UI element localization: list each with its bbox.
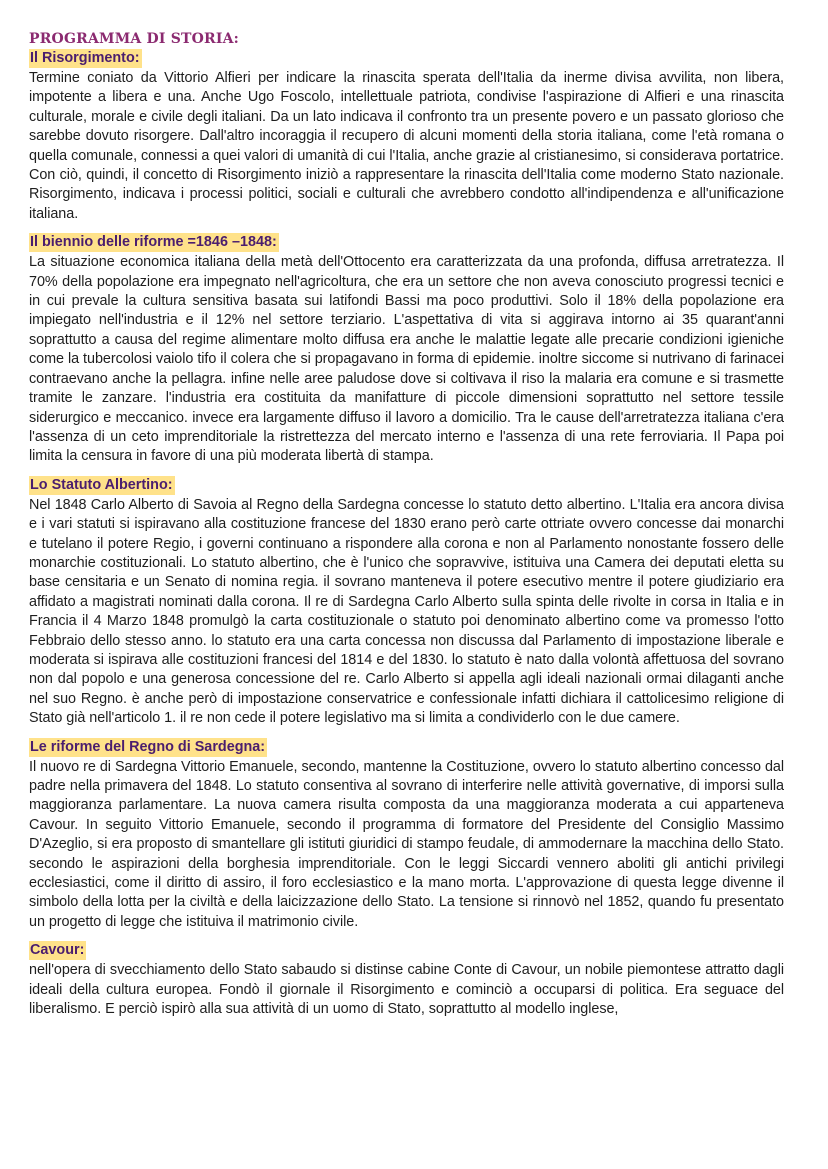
section-statuto-albertino	[29, 476, 784, 729]
section-heading: Il Risorgimento:	[30, 50, 140, 66]
section-body: La situazione economica italiana della metà dell'Ottocento era caratterizzata da una profonda, diffusa arretratezza. Il 70% della popolazione era impegnato nell'agricoltura, che era un settore che non aveva conosciuto progressi tecnici e in cui prevale la cultura sensitiva basata sui latifondi Bassi ma poco produttivi. Solo il 18% della popolazione era impiegato nell'industria e il 12% nel settore terziario. L'aspettativa di vita si aggirava intorno ai 35 quarant'anni soprattutto a causa del regime alimentare molto diffusa era anche le malattie legate alle precarie condizioni igieniche come la tubercolosi vaiolo tifo il colera che si propagavano in forma di epidemie. inoltre siccome si nutrivano di farinacei contraevano anche la pellagra. infine nelle aree paludose dove si coltivava il riso la malaria era comune e si trasmette tramite le zanzare. l'industria era costituita da manifatture di piccole dimensioni soprattutto nel settore tessile siderurgico e meccanico. invece era largamente diffuso il lavoro a domicilio. Tra le cause dell'arretratezza italiana c'era l'assenza di un ceto imprenditoriale la ristrettezza del mercato interno e l'assenza di una rete ferroviaria. Il Papa poi limita la censura in favore di una più moderata libertà di stampa.	[29, 254, 784, 465]
section-body: nell'opera di svecchiamento dello Stato sabaudo si distinse cabine Conte di Cavour, un nobile piemontese attratto dagli ideali della cultura europea. Fondò il giornale il Risorgimento e cominciò a occuparsi di politica. Era seguace del liberalismo. E perciò ispirò alla sua attività di un uomo di Stato, soprattutto al modello inglese,	[29, 962, 784, 1018]
section-biennio-riforme	[29, 233, 784, 466]
section-body: Termine coniato da Vittorio Alfieri per indicare la rinascita sperata dell'Italia da inerme divisa avvilita, non libera, impotente a libera e una. Anche Ugo Foscolo, intellettuale patriota, condivise l'aspirazione di Alfieri e una rinascita culturale, morale e civile degli italiani. Da un lato indicava il confronto tra un presente povero e un passato glorioso che sarebbe dovuto risorgere. Dall'altro incoraggia il recupero di alcuni momenti della storia italiana, come l'età romana o quella comunale, connessi a quei valori di umanità di cui l'Italia, anche grazie al cristianesimo, si considerava portatrice. Con ciò, quindi, il concetto di Risorgimento iniziò a rappresentare la rinascita dell'Italia come moderno Stato nazionale. Risorgimento, indicava i processi politici, sociali e culturali che avrebbero condotto all'indipendenza e all'unificazione italiana.	[29, 70, 784, 222]
section-heading: Lo Statuto Albertino:	[30, 476, 173, 493]
section-heading: Il biennio delle riforme =1846 –1848:	[30, 234, 277, 251]
section-risorgimento	[29, 49, 784, 224]
section-body: Il nuovo re di Sardegna Vittorio Emanuele, secondo, mantenne la Costituzione, ovvero lo statuto albertino concesso dal padre nella primavera del 1848. Lo statuto consentiva al sovrano di interferire nelle attività governative, di imporsi sulla maggioranza parlamentare. La nuova camera risulta composta da una maggioranza moderata a cui apparteneva Cavour. In seguito Vittorio Emanuele, secondo il programma di formatore del Presidente del Consiglio Massimo D'Azeglio, si era proposto di smantellare gli istituti giuridici di stampo feudale, di ammodernare la macchina dello Stato. secondo le aspirazioni della borghesia imprenditoriale. Con le leggi Siccardi vennero aboliti gli antichi privilegi ecclesiastici, come il diritto di assiro, il foro ecclesiastico e la mano morta. L'approvazione di questa legge divenne il simbolo della lotta per la civiltà e della laicizzazione dello Stato. La tensione si rinnovò nel 1852, quando fu presentato un progetto di legge che istituiva il matrimonio civile.	[29, 758, 784, 930]
section-riforme-sardegna	[29, 738, 784, 933]
section-cavour	[29, 941, 784, 1019]
document-title: PROGRAMMA DI STORIA:	[29, 31, 240, 47]
section-heading: Le riforme del Regno di Sardegna:	[30, 738, 266, 755]
section-body: Nel 1848 Carlo Alberto di Savoia al Regno della Sardegna concesse lo statuto detto albertino. L'Italia era ancora divisa e i vari statuti si ispiravano alla costituzione francese del 1830 erano però carte ottriate ovvero concesse dai monarchi e tutelano il potere Regio, i governi continuano a rispondere alla corona e non al Parlamento nonostante fossero delle monarchie costituzionali. Lo statuto albertino, che è l'unico che sopravvive, istituiva una Camera dei deputati eletta su base censitaria e un Senato di nomina regia. il sovrano manteneva il potere esecutivo mentre il potere giudiziario era affidato a magistrati nominati dalla corona. Il re di Sardegna Carlo Alberto sulla spinta delle rivolte in corsa in Italia e in Francia il 4 Marzo 1848 promulgò la carta costituzionale o statuto poi denominato albertino come va promesso l'otto Febbraio dello stesso anno. lo statuto era una carta concessa non discussa dal Parlamento di impostazione liberale e moderata si ispirava alle costituzioni francesi del 1814 e del 1830. lo statuto è nato dalla volontà affettuosa del sovrano non dal popolo e una generosa concessione del re. Carlo Alberto si appella agli ideali nazionali ormai dilaganti anche nel suo Regno. è anche però di impostazione conservatrice e confessionale infatti dichiara il cattolicesimo religione di Stato già nell'articolo 1. il re non cede il potere legislativo ma si limita a condividerlo con le due camere.	[29, 496, 784, 727]
section-heading: Cavour:	[30, 942, 85, 959]
